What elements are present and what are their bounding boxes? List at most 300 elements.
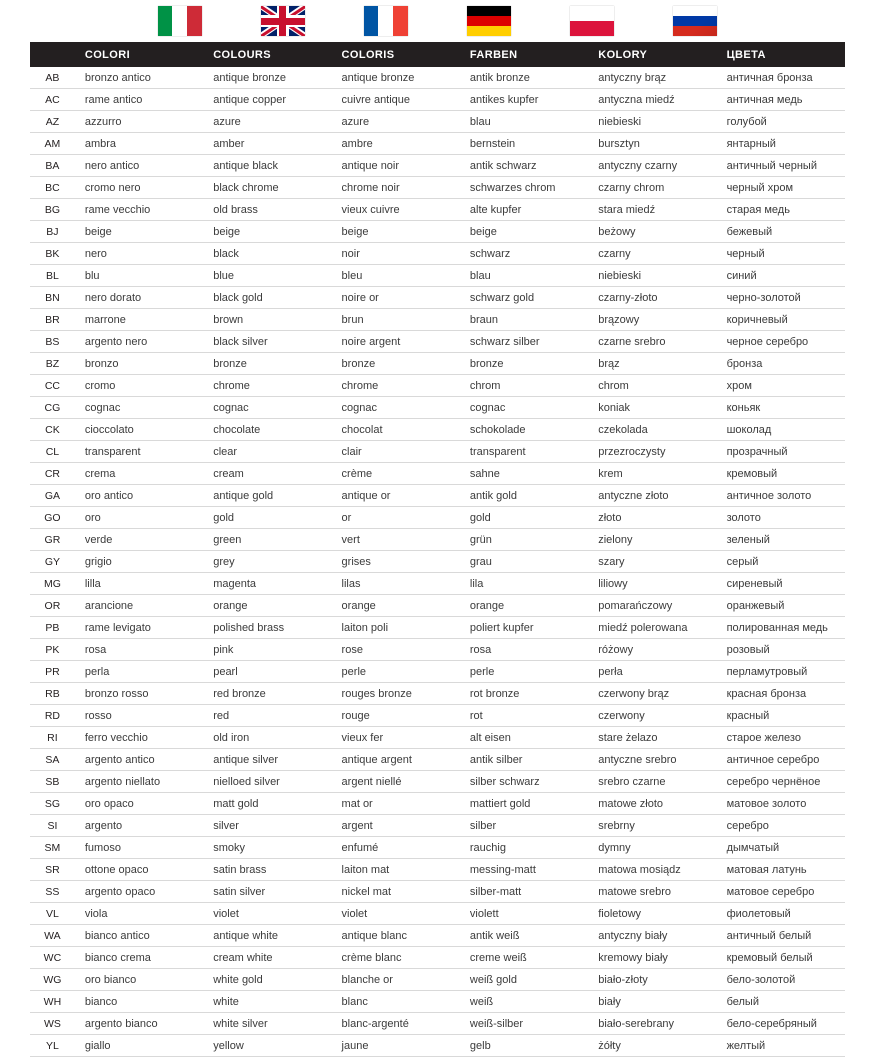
cell-italian: argento — [75, 815, 203, 837]
cell-english: clear — [203, 441, 331, 463]
cell-code: BK — [30, 243, 75, 265]
cell-english: cream white — [203, 947, 331, 969]
cell-english: black gold — [203, 287, 331, 309]
cell-german: beige — [460, 221, 588, 243]
cell-polish: czekolada — [588, 419, 716, 441]
cell-russian: серебро чернёное — [717, 771, 845, 793]
cell-german: alte kupfer — [460, 199, 588, 221]
table-row — [30, 199, 845, 221]
table-row — [30, 815, 845, 837]
cell-english: magenta — [203, 573, 331, 595]
cell-polish: dymny — [588, 837, 716, 859]
cell-russian: античная медь — [717, 89, 845, 111]
cell-polish: czerwony brąz — [588, 683, 716, 705]
cell-polish: antyczna miedź — [588, 89, 716, 111]
cell-french: noire or — [332, 287, 460, 309]
cell-code: WS — [30, 1013, 75, 1035]
cell-french: rose — [332, 639, 460, 661]
cell-code: AB — [30, 67, 75, 89]
cell-english: orange — [203, 595, 331, 617]
column-header-english: COLOURS — [203, 42, 331, 67]
cell-polish: matowe srebro — [588, 881, 716, 903]
table-row — [30, 507, 845, 529]
cell-polish: fioletowy — [588, 903, 716, 925]
table-row — [30, 551, 845, 573]
cell-russian: голубой — [717, 111, 845, 133]
cell-russian: античное серебро — [717, 749, 845, 771]
cell-russian: матовое серебро — [717, 881, 845, 903]
cell-code: SS — [30, 881, 75, 903]
cell-russian: зеленый — [717, 529, 845, 551]
cell-polish: antyczny brąz — [588, 67, 716, 89]
cell-english: red — [203, 705, 331, 727]
cell-code: SR — [30, 859, 75, 881]
cell-italian: grigio — [75, 551, 203, 573]
cell-russian: бронза — [717, 353, 845, 375]
cell-code: GY — [30, 551, 75, 573]
cell-italian: nero — [75, 243, 203, 265]
cell-english: grey — [203, 551, 331, 573]
table-row — [30, 485, 845, 507]
cell-english: satin silver — [203, 881, 331, 903]
cell-russian: черное серебро — [717, 331, 845, 353]
cell-english: pearl — [203, 661, 331, 683]
table-row — [30, 727, 845, 749]
cell-polish: krem — [588, 463, 716, 485]
cell-german: messing-matt — [460, 859, 588, 881]
cell-code: WH — [30, 991, 75, 1013]
cell-italian: cromo — [75, 375, 203, 397]
cell-polish: szary — [588, 551, 716, 573]
flag-cell-russia — [643, 0, 746, 42]
cell-french: antique argent — [332, 749, 460, 771]
cell-italian: crema — [75, 463, 203, 485]
cell-italian: ottone opaco — [75, 859, 203, 881]
cell-polish: czarny chrom — [588, 177, 716, 199]
flag-poland-icon — [570, 6, 614, 36]
cell-code: WA — [30, 925, 75, 947]
cell-french: ambre — [332, 133, 460, 155]
cell-russian: синий — [717, 265, 845, 287]
cell-code: CL — [30, 441, 75, 463]
cell-polish: złoto — [588, 507, 716, 529]
cell-english: antique black — [203, 155, 331, 177]
cell-polish: biało-serebrany — [588, 1013, 716, 1035]
cell-german: grau — [460, 551, 588, 573]
cell-polish: matowe złoto — [588, 793, 716, 815]
cell-russian: античное золото — [717, 485, 845, 507]
cell-polish: różowy — [588, 639, 716, 661]
cell-french: antique blanc — [332, 925, 460, 947]
table-header — [30, 42, 845, 67]
cell-polish: czarne srebro — [588, 331, 716, 353]
cell-polish: brązowy — [588, 309, 716, 331]
cell-code: VL — [30, 903, 75, 925]
table-row — [30, 419, 845, 441]
cell-russian: античная бронза — [717, 67, 845, 89]
cell-german: schwarz — [460, 243, 588, 265]
cell-english: brown — [203, 309, 331, 331]
cell-code: BR — [30, 309, 75, 331]
cell-french: vieux cuivre — [332, 199, 460, 221]
cell-polish: biały — [588, 991, 716, 1013]
cell-russian: коньяк — [717, 397, 845, 419]
cell-russian: серый — [717, 551, 845, 573]
cell-french: blanche or — [332, 969, 460, 991]
cell-french: chrome noir — [332, 177, 460, 199]
cell-french: or — [332, 507, 460, 529]
flag-italy-icon — [158, 6, 202, 36]
flag-cell-germany — [437, 0, 540, 42]
cell-russian: черный хром — [717, 177, 845, 199]
cell-english: green — [203, 529, 331, 551]
cell-polish: czarny — [588, 243, 716, 265]
cell-german: antik bronze — [460, 67, 588, 89]
cell-russian: перламутровый — [717, 661, 845, 683]
cell-russian: шоколад — [717, 419, 845, 441]
cell-polish: koniak — [588, 397, 716, 419]
cell-english: old brass — [203, 199, 331, 221]
flag-cell-poland — [540, 0, 643, 42]
cell-italian: rosso — [75, 705, 203, 727]
cell-french: vieux fer — [332, 727, 460, 749]
cell-polish: antyczny biały — [588, 925, 716, 947]
color-names-table — [30, 42, 845, 1057]
cell-french: clair — [332, 441, 460, 463]
table-row — [30, 397, 845, 419]
cell-german: schokolade — [460, 419, 588, 441]
cell-german: silber schwarz — [460, 771, 588, 793]
cell-code: AC — [30, 89, 75, 111]
cell-french: cognac — [332, 397, 460, 419]
table-row — [30, 925, 845, 947]
cell-russian: коричневый — [717, 309, 845, 331]
column-header-italian: COLORI — [75, 42, 203, 67]
cell-russian: черно-золотой — [717, 287, 845, 309]
cell-polish: matowa mosiądz — [588, 859, 716, 881]
table-row — [30, 749, 845, 771]
cell-italian: bianco crema — [75, 947, 203, 969]
cell-code: WG — [30, 969, 75, 991]
cell-code: BZ — [30, 353, 75, 375]
cell-german: braun — [460, 309, 588, 331]
cell-german: cognac — [460, 397, 588, 419]
cell-english: old iron — [203, 727, 331, 749]
cell-french: laiton mat — [332, 859, 460, 881]
cell-code: CC — [30, 375, 75, 397]
cell-french: antique or — [332, 485, 460, 507]
table-row — [30, 177, 845, 199]
cell-italian: bianco antico — [75, 925, 203, 947]
table-row — [30, 287, 845, 309]
cell-french: noir — [332, 243, 460, 265]
cell-russian: полированная медь — [717, 617, 845, 639]
cell-german: antik silber — [460, 749, 588, 771]
cell-english: red bronze — [203, 683, 331, 705]
cell-russian: желтый — [717, 1035, 845, 1057]
cell-german: bernstein — [460, 133, 588, 155]
table-row — [30, 903, 845, 925]
table-row — [30, 89, 845, 111]
cell-english: pink — [203, 639, 331, 661]
cell-english: chrome — [203, 375, 331, 397]
cell-italian: cioccolato — [75, 419, 203, 441]
cell-polish: srebrny — [588, 815, 716, 837]
cell-italian: transparent — [75, 441, 203, 463]
cell-english: satin brass — [203, 859, 331, 881]
cell-german: silber — [460, 815, 588, 837]
cell-italian: argento bianco — [75, 1013, 203, 1035]
column-header-french: COLORIS — [332, 42, 460, 67]
cell-polish: niebieski — [588, 111, 716, 133]
cell-italian: marrone — [75, 309, 203, 331]
cell-english: chocolate — [203, 419, 331, 441]
cell-polish: niebieski — [588, 265, 716, 287]
table-row — [30, 991, 845, 1013]
cell-english: bronze — [203, 353, 331, 375]
cell-german: creme weiß — [460, 947, 588, 969]
cell-russian: оранжевый — [717, 595, 845, 617]
cell-polish: zielony — [588, 529, 716, 551]
cell-french: laiton poli — [332, 617, 460, 639]
cell-french: beige — [332, 221, 460, 243]
cell-russian: янтарный — [717, 133, 845, 155]
cell-italian: bronzo rosso — [75, 683, 203, 705]
cell-code: RB — [30, 683, 75, 705]
table-header-row — [30, 42, 845, 67]
cell-german: antik gold — [460, 485, 588, 507]
cell-code: AM — [30, 133, 75, 155]
cell-german: grün — [460, 529, 588, 551]
cell-italian: rame antico — [75, 89, 203, 111]
cell-russian: золото — [717, 507, 845, 529]
cell-code: SB — [30, 771, 75, 793]
cell-polish: żółty — [588, 1035, 716, 1057]
cell-code: PR — [30, 661, 75, 683]
cell-code: WC — [30, 947, 75, 969]
cell-italian: bronzo — [75, 353, 203, 375]
cell-french: cuivre antique — [332, 89, 460, 111]
cell-italian: arancione — [75, 595, 203, 617]
cell-italian: argento opaco — [75, 881, 203, 903]
table-row — [30, 969, 845, 991]
cell-french: lilas — [332, 573, 460, 595]
cell-german: antik schwarz — [460, 155, 588, 177]
cell-german: blau — [460, 111, 588, 133]
table-row — [30, 771, 845, 793]
cell-italian: oro bianco — [75, 969, 203, 991]
column-header-code — [30, 42, 75, 67]
cell-polish: pomarańczowy — [588, 595, 716, 617]
flag-france-icon — [364, 6, 408, 36]
cell-german: weiß-silber — [460, 1013, 588, 1035]
cell-english: azure — [203, 111, 331, 133]
cell-russian: старое железо — [717, 727, 845, 749]
cell-french: grises — [332, 551, 460, 573]
table-row — [30, 155, 845, 177]
cell-german: orange — [460, 595, 588, 617]
cell-german: blau — [460, 265, 588, 287]
cell-italian: perla — [75, 661, 203, 683]
cell-german: rosa — [460, 639, 588, 661]
flag-uk-icon — [261, 6, 305, 36]
cell-english: black — [203, 243, 331, 265]
cell-german: chrom — [460, 375, 588, 397]
cell-polish: srebro czarne — [588, 771, 716, 793]
cell-polish: czarny-złoto — [588, 287, 716, 309]
column-header-german: FARBEN — [460, 42, 588, 67]
cell-russian: кремовый белый — [717, 947, 845, 969]
cell-english: gold — [203, 507, 331, 529]
flag-cell-italy — [128, 0, 231, 42]
table-row — [30, 595, 845, 617]
table-row — [30, 111, 845, 133]
table-row — [30, 639, 845, 661]
cell-italian: argento nero — [75, 331, 203, 353]
cell-polish: brąz — [588, 353, 716, 375]
cell-russian: красный — [717, 705, 845, 727]
cell-english: black chrome — [203, 177, 331, 199]
cell-italian: rame levigato — [75, 617, 203, 639]
cell-italian: oro — [75, 507, 203, 529]
cell-russian: античный черный — [717, 155, 845, 177]
cell-italian: ambra — [75, 133, 203, 155]
cell-russian: красная бронза — [717, 683, 845, 705]
table-row — [30, 705, 845, 727]
table-row — [30, 529, 845, 551]
table-row — [30, 67, 845, 89]
cell-italian: cromo nero — [75, 177, 203, 199]
cell-french: chocolat — [332, 419, 460, 441]
cell-italian: rosa — [75, 639, 203, 661]
cell-french: antique noir — [332, 155, 460, 177]
cell-code: AZ — [30, 111, 75, 133]
cell-russian: черный — [717, 243, 845, 265]
cell-french: perle — [332, 661, 460, 683]
cell-german: antikes kupfer — [460, 89, 588, 111]
cell-german: perle — [460, 661, 588, 683]
cell-russian: кремовый — [717, 463, 845, 485]
cell-polish: kremowy biały — [588, 947, 716, 969]
cell-code: BL — [30, 265, 75, 287]
cell-polish: liliowy — [588, 573, 716, 595]
cell-french: bleu — [332, 265, 460, 287]
cell-french: argent niellé — [332, 771, 460, 793]
cell-russian: прозрачный — [717, 441, 845, 463]
cell-english: violet — [203, 903, 331, 925]
cell-italian: beige — [75, 221, 203, 243]
cell-code: OR — [30, 595, 75, 617]
table-row — [30, 133, 845, 155]
cell-italian: argento niellato — [75, 771, 203, 793]
cell-french: crème blanc — [332, 947, 460, 969]
cell-code: GA — [30, 485, 75, 507]
cell-german: schwarz gold — [460, 287, 588, 309]
cell-code: MG — [30, 573, 75, 595]
cell-russian: античный белый — [717, 925, 845, 947]
cell-english: nielloed silver — [203, 771, 331, 793]
cell-italian: bronzo antico — [75, 67, 203, 89]
cell-french: jaune — [332, 1035, 460, 1057]
cell-russian: дымчатый — [717, 837, 845, 859]
cell-code: BA — [30, 155, 75, 177]
cell-code: SG — [30, 793, 75, 815]
table-row — [30, 573, 845, 595]
cell-russian: белый — [717, 991, 845, 1013]
cell-italian: rame vecchio — [75, 199, 203, 221]
table-row — [30, 243, 845, 265]
cell-code: SM — [30, 837, 75, 859]
cell-english: antique bronze — [203, 67, 331, 89]
cell-french: mat or — [332, 793, 460, 815]
cell-italian: bianco — [75, 991, 203, 1013]
cell-russian: хром — [717, 375, 845, 397]
cell-french: blanc — [332, 991, 460, 1013]
cell-polish: stare żelazo — [588, 727, 716, 749]
cell-english: silver — [203, 815, 331, 837]
cell-code: YL — [30, 1035, 75, 1057]
cell-english: beige — [203, 221, 331, 243]
cell-polish: antyczny czarny — [588, 155, 716, 177]
flag-russia-icon — [673, 6, 717, 36]
flag-germany-icon — [467, 6, 511, 36]
cell-german: rauchig — [460, 837, 588, 859]
cell-german: poliert kupfer — [460, 617, 588, 639]
cell-german: alt eisen — [460, 727, 588, 749]
cell-code: RD — [30, 705, 75, 727]
cell-english: matt gold — [203, 793, 331, 815]
table-row — [30, 617, 845, 639]
cell-code: CR — [30, 463, 75, 485]
cell-code: BJ — [30, 221, 75, 243]
cell-polish: stara miedź — [588, 199, 716, 221]
cell-english: black silver — [203, 331, 331, 353]
table-row — [30, 661, 845, 683]
cell-russian: бело-золотой — [717, 969, 845, 991]
cell-english: antique silver — [203, 749, 331, 771]
table-row — [30, 683, 845, 705]
cell-german: antik weiß — [460, 925, 588, 947]
cell-french: noire argent — [332, 331, 460, 353]
cell-english: amber — [203, 133, 331, 155]
cell-german: weiß gold — [460, 969, 588, 991]
cell-polish: beżowy — [588, 221, 716, 243]
cell-english: antique white — [203, 925, 331, 947]
cell-polish: miedź polerowana — [588, 617, 716, 639]
cell-german: sahne — [460, 463, 588, 485]
cell-code: PB — [30, 617, 75, 639]
cell-code: CG — [30, 397, 75, 419]
table-row — [30, 441, 845, 463]
cell-english: white gold — [203, 969, 331, 991]
cell-french: violet — [332, 903, 460, 925]
cell-italian: nero antico — [75, 155, 203, 177]
cell-german: schwarz silber — [460, 331, 588, 353]
cell-italian: ferro vecchio — [75, 727, 203, 749]
table-row — [30, 309, 845, 331]
cell-german: mattiert gold — [460, 793, 588, 815]
cell-italian: azzurro — [75, 111, 203, 133]
cell-polish: antyczne złoto — [588, 485, 716, 507]
cell-code: SA — [30, 749, 75, 771]
cell-english: antique gold — [203, 485, 331, 507]
cell-italian: fumoso — [75, 837, 203, 859]
cell-polish: perła — [588, 661, 716, 683]
table-row — [30, 837, 845, 859]
table-row — [30, 859, 845, 881]
cell-polish: chrom — [588, 375, 716, 397]
table-row — [30, 881, 845, 903]
